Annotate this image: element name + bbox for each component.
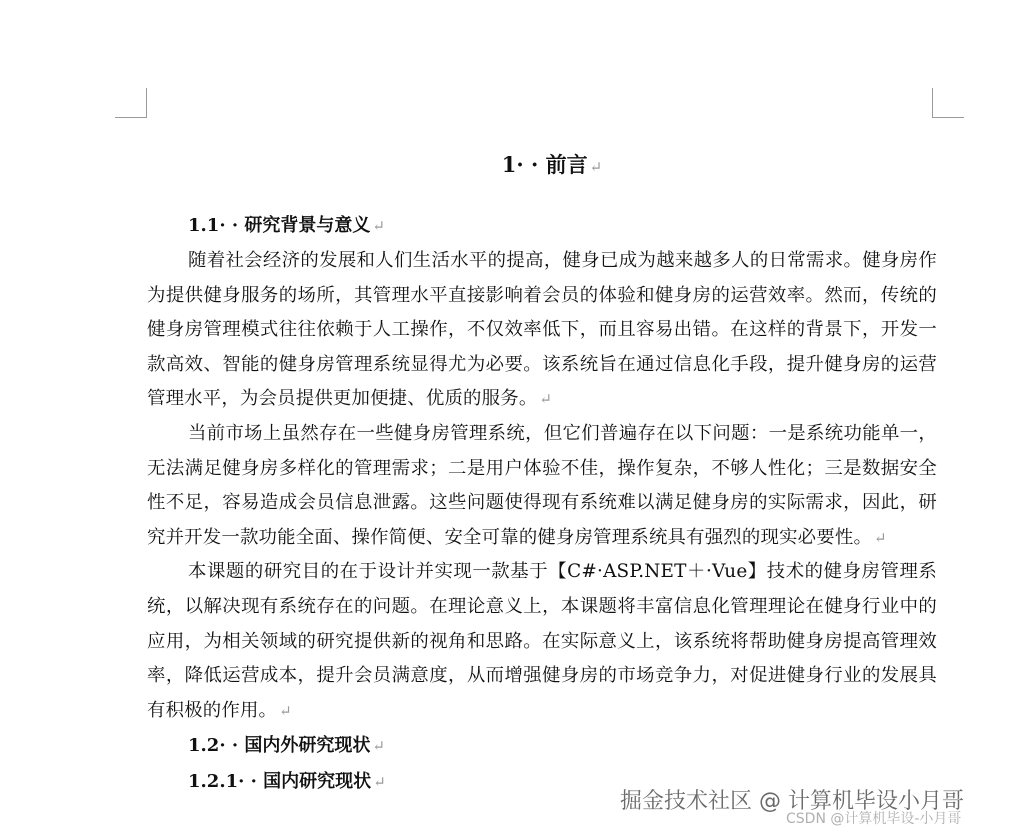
- watermark-csdn: CSDN @计算机毕设-小月哥: [786, 811, 962, 827]
- crop-mark-top-right: [932, 88, 964, 118]
- paragraph-mark-icon: ↵: [372, 217, 385, 235]
- document-body: [147, 148, 937, 800]
- section-heading-text: 1.2· · 国内外研究现状: [188, 735, 371, 757]
- section-heading-text: 1.2.1· · 国内研究现状: [188, 771, 372, 793]
- watermark-juejin: 掘金技术社区 @ 计算机毕设小月哥: [620, 789, 964, 814]
- section-heading-1-1: [147, 208, 937, 244]
- section-heading-1-2: [147, 728, 937, 764]
- chapter-title: [147, 148, 937, 182]
- paragraph-mark-icon: ↵: [372, 737, 385, 756]
- section-heading-text: 1.1· · 研究背景与意义: [188, 215, 371, 236]
- paragraph-mark-icon: ↵: [373, 773, 386, 792]
- paragraph-mark-icon: ↵: [539, 390, 553, 409]
- body-paragraph-1: [147, 244, 937, 417]
- paragraph-text: 当前市场上虽然存在一些健身房管理系统，但它们普遍存在以下问题：一是系统功能单一，无法满足健身房多样化的管理需求；二是用户体验不佳，操作复杂，不够人性化；三是数据安全性不足，容易造成会员信息泄露。这些问题使得现有系统难以满足健身房的实际需求，因此，研究并开发一款功能全面、操作简便、安全可靠的健身房管理系统具有强烈的现实必要性。: [147, 422, 937, 548]
- chapter-title-text: 1· · 前言: [501, 152, 588, 177]
- body-paragraph-2: [147, 417, 937, 555]
- paragraph-text: 随着社会经济的发展和人们生活水平的提高，健身已成为越来越多人的日常需求。健身房作为提供健身服务的场所，其管理水平直接影响着会员的体验和健身房的运营效率。然而，传统的健身房管理模式往往依赖于人工操作，不仅效率低下，而且容易出错。在这样的背景下，开发一款高效、智能的健身房管理系统显得尤为必要。该系统旨在通过信息化手段，提升健身房的运营管理水平，为会员提供更加便捷、优质的服务。: [147, 250, 937, 410]
- paragraph-mark-icon: ↵: [874, 528, 887, 547]
- crop-mark-top-left: [115, 88, 147, 118]
- body-paragraph-3: [147, 555, 937, 728]
- paragraph-text: 本课题的研究目的在于设计并实现一款基于【C#·ASP.NET＋·Vue】技术的健身房管理系统，以解决现有系统存在的问题。在理论意义上，本课题将丰富信息化管理理论在健身行业中的应用，为相关领域的研究提供新的视角和思路。在实际意义上，该系统将帮助健身房提高管理效率，降低运营成本，提升会员满意度，从而增强健身房的市场竞争力，对促进健身行业的发展具有积极的作用。: [147, 561, 937, 721]
- paragraph-mark-icon: ↵: [279, 701, 292, 720]
- paragraph-mark-icon: ↵: [589, 158, 603, 176]
